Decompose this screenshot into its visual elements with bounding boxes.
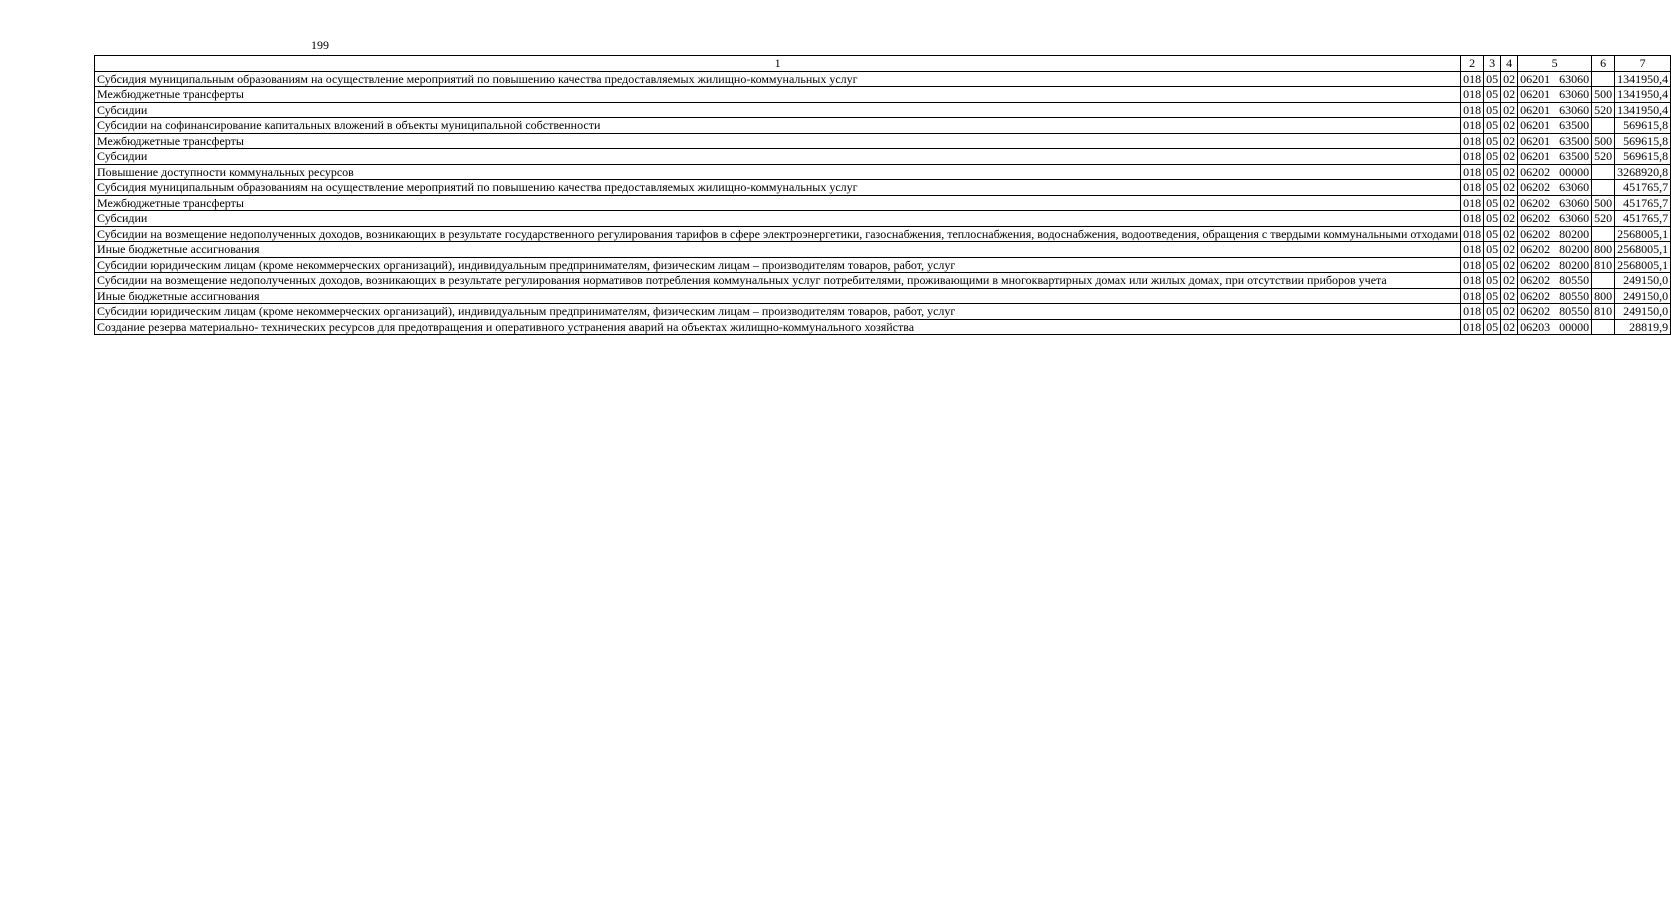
row-target-article: 06202 63060 [1518, 211, 1592, 227]
column-header: 3 [1484, 56, 1501, 72]
row-expense-type: 500 [1592, 87, 1615, 103]
row-amount: 249150,0 [1615, 304, 1671, 320]
row-expense-type [1592, 71, 1615, 87]
column-header: 5 [1518, 56, 1592, 72]
row-target-article: 06202 80200 [1518, 242, 1592, 258]
row-amount: 2568005,1 [1615, 226, 1671, 242]
row-subsection-code: 02 [1501, 87, 1518, 103]
row-target-article: 06201 63060 [1518, 87, 1592, 103]
row-name: Иные бюджетные ассигнования [95, 288, 1461, 304]
table-row [95, 273, 1671, 289]
row-name: Субсидии [95, 149, 1461, 165]
row-grbs-code: 018 [1461, 164, 1484, 180]
row-grbs-code: 018 [1461, 133, 1484, 149]
table-row [95, 180, 1671, 196]
row-target-article: 06201 63060 [1518, 71, 1592, 87]
row-expense-type [1592, 118, 1615, 134]
row-subsection-code: 02 [1501, 149, 1518, 165]
row-amount: 2568005,1 [1615, 242, 1671, 258]
row-amount: 451765,7 [1615, 211, 1671, 227]
row-grbs-code: 018 [1461, 71, 1484, 87]
row-amount: 1341950,4 [1615, 87, 1671, 103]
row-target-article: 06202 63060 [1518, 195, 1592, 211]
row-section-code: 05 [1484, 304, 1501, 320]
row-subsection-code: 02 [1501, 102, 1518, 118]
row-name: Субсидии на возмещение недополученных доходов, возникающих в результате регулирования нормативов потребления коммунальных услуг потребителями, проживающими в многоквартирных домах или жилых домах, при отсутствии приборов учета [95, 273, 1461, 289]
row-grbs-code: 018 [1461, 195, 1484, 211]
row-name: Межбюджетные трансферты [95, 133, 1461, 149]
table-row [95, 211, 1671, 227]
row-subsection-code: 02 [1501, 304, 1518, 320]
row-section-code: 05 [1484, 149, 1501, 165]
column-header: 4 [1501, 56, 1518, 72]
row-expense-type: 520 [1592, 211, 1615, 227]
row-target-article: 06202 80550 [1518, 273, 1592, 289]
row-grbs-code: 018 [1461, 226, 1484, 242]
row-section-code: 05 [1484, 257, 1501, 273]
table-row [95, 164, 1671, 180]
row-name: Повышение доступности коммунальных ресурсов [95, 164, 1461, 180]
row-target-article: 06202 63060 [1518, 180, 1592, 196]
row-section-code: 05 [1484, 273, 1501, 289]
table-row [95, 133, 1671, 149]
row-amount: 569615,8 [1615, 149, 1671, 165]
row-target-article: 06201 63060 [1518, 102, 1592, 118]
row-section-code: 05 [1484, 102, 1501, 118]
row-grbs-code: 018 [1461, 180, 1484, 196]
row-target-article: 06201 63500 [1518, 133, 1592, 149]
row-section-code: 05 [1484, 180, 1501, 196]
row-target-article: 06203 00000 [1518, 319, 1592, 335]
table-row [95, 195, 1671, 211]
row-expense-type: 500 [1592, 195, 1615, 211]
row-subsection-code: 02 [1501, 226, 1518, 242]
row-name: Субсидии [95, 211, 1461, 227]
row-amount: 1341950,4 [1615, 102, 1671, 118]
table-row [95, 87, 1671, 103]
row-expense-type: 810 [1592, 257, 1615, 273]
row-name: Создание резерва материально- технических ресурсов для предотвращения и оперативного устранения аварий на объектах жилищно-коммунального хозяйства [95, 319, 1461, 335]
row-expense-type: 520 [1592, 149, 1615, 165]
table-row [95, 304, 1671, 320]
row-amount: 249150,0 [1615, 273, 1671, 289]
row-expense-type [1592, 273, 1615, 289]
column-header: 1 [95, 56, 1461, 72]
row-expense-type [1592, 226, 1615, 242]
row-amount: 451765,7 [1615, 180, 1671, 196]
row-expense-type: 500 [1592, 133, 1615, 149]
row-subsection-code: 02 [1501, 319, 1518, 335]
row-section-code: 05 [1484, 71, 1501, 87]
row-amount: 569615,8 [1615, 133, 1671, 149]
row-subsection-code: 02 [1501, 180, 1518, 196]
table-row [95, 149, 1671, 165]
budget-table [94, 55, 1671, 335]
row-section-code: 05 [1484, 319, 1501, 335]
row-expense-type [1592, 164, 1615, 180]
page-number: 199 [311, 38, 329, 52]
table-row [95, 226, 1671, 242]
table-row [95, 257, 1671, 273]
row-grbs-code: 018 [1461, 211, 1484, 227]
column-header: 2 [1461, 56, 1484, 72]
row-grbs-code: 018 [1461, 304, 1484, 320]
row-target-article: 06202 80200 [1518, 257, 1592, 273]
row-section-code: 05 [1484, 226, 1501, 242]
row-section-code: 05 [1484, 133, 1501, 149]
row-name: Субсидии юридическим лицам (кроме некоммерческих организаций), индивидуальным предпринимателям, физическим лицам – производителям товаров, работ, услуг [95, 257, 1461, 273]
row-expense-type [1592, 180, 1615, 196]
row-name: Межбюджетные трансферты [95, 195, 1461, 211]
row-name: Иные бюджетные ассигнования [95, 242, 1461, 258]
row-grbs-code: 018 [1461, 87, 1484, 103]
row-subsection-code: 02 [1501, 211, 1518, 227]
row-name: Субсидия муниципальным образованиям на осуществление мероприятий по повышению качества предоставляемых жилищно-коммунальных услуг [95, 180, 1461, 196]
row-subsection-code: 02 [1501, 118, 1518, 134]
row-expense-type [1592, 319, 1615, 335]
row-name: Межбюджетные трансферты [95, 87, 1461, 103]
row-section-code: 05 [1484, 164, 1501, 180]
row-expense-type: 800 [1592, 288, 1615, 304]
row-amount: 569615,8 [1615, 118, 1671, 134]
row-section-code: 05 [1484, 211, 1501, 227]
row-expense-type: 800 [1592, 242, 1615, 258]
row-name: Субсидия муниципальным образованиям на осуществление мероприятий по повышению качества предоставляемых жилищно-коммунальных услуг [95, 71, 1461, 87]
row-grbs-code: 018 [1461, 149, 1484, 165]
row-expense-type: 810 [1592, 304, 1615, 320]
row-section-code: 05 [1484, 288, 1501, 304]
row-subsection-code: 02 [1501, 288, 1518, 304]
row-name: Субсидии [95, 102, 1461, 118]
header-row [95, 56, 1671, 72]
table-row [95, 242, 1671, 258]
row-grbs-code: 018 [1461, 242, 1484, 258]
table-row [95, 71, 1671, 87]
row-subsection-code: 02 [1501, 273, 1518, 289]
table-row [95, 118, 1671, 134]
row-target-article: 06201 63500 [1518, 118, 1592, 134]
table-row [95, 319, 1671, 335]
row-subsection-code: 02 [1501, 242, 1518, 258]
row-name: Субсидии на софинансирование капитальных вложений в объекты муниципальной собственности [95, 118, 1461, 134]
table-row [95, 102, 1671, 118]
row-section-code: 05 [1484, 195, 1501, 211]
table-row [95, 288, 1671, 304]
row-name: Субсидии на возмещение недополученных доходов, возникающих в результате государственного регулирования тарифов в сфере электроэнергетики, газоснабжения, теплоснабжения, водоснабжения, водоотведения, обращения с твердыми коммунальными отходами [95, 226, 1461, 242]
row-amount: 1341950,4 [1615, 71, 1671, 87]
row-section-code: 05 [1484, 87, 1501, 103]
row-subsection-code: 02 [1501, 195, 1518, 211]
row-target-article: 06201 63500 [1518, 149, 1592, 165]
row-expense-type: 520 [1592, 102, 1615, 118]
row-subsection-code: 02 [1501, 164, 1518, 180]
row-subsection-code: 02 [1501, 133, 1518, 149]
row-target-article: 06202 00000 [1518, 164, 1592, 180]
row-subsection-code: 02 [1501, 257, 1518, 273]
row-grbs-code: 018 [1461, 319, 1484, 335]
row-grbs-code: 018 [1461, 257, 1484, 273]
row-grbs-code: 018 [1461, 118, 1484, 134]
row-name: Субсидии юридическим лицам (кроме некоммерческих организаций), индивидуальным предпринимателям, физическим лицам – производителям товаров, работ, услуг [95, 304, 1461, 320]
row-target-article: 06202 80200 [1518, 226, 1592, 242]
row-grbs-code: 018 [1461, 288, 1484, 304]
row-target-article: 06202 80550 [1518, 304, 1592, 320]
column-header: 7 [1615, 56, 1671, 72]
row-section-code: 05 [1484, 118, 1501, 134]
row-amount: 249150,0 [1615, 288, 1671, 304]
row-amount: 3268920,8 [1615, 164, 1671, 180]
row-amount: 451765,7 [1615, 195, 1671, 211]
row-section-code: 05 [1484, 242, 1501, 258]
column-header: 6 [1592, 56, 1615, 72]
row-grbs-code: 018 [1461, 102, 1484, 118]
row-grbs-code: 018 [1461, 273, 1484, 289]
row-target-article: 06202 80550 [1518, 288, 1592, 304]
row-subsection-code: 02 [1501, 71, 1518, 87]
row-amount: 28819,9 [1615, 319, 1671, 335]
row-amount: 2568005,1 [1615, 257, 1671, 273]
